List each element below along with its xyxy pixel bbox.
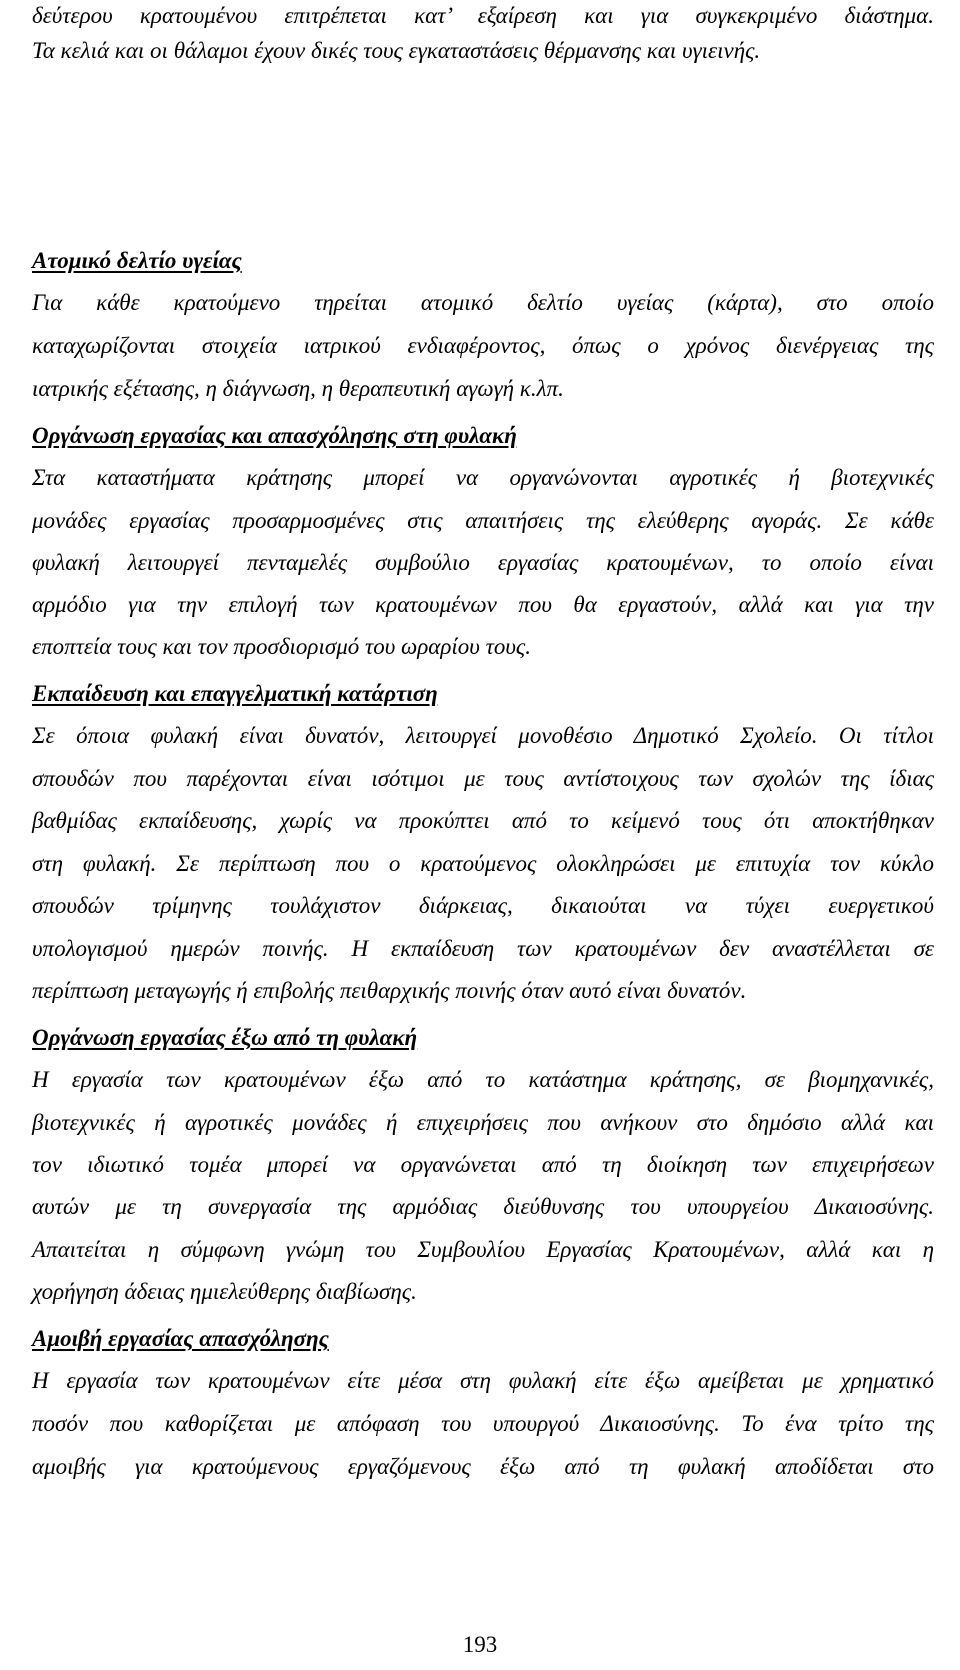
- body-text-line: αυτών με τη συνεργασία της αρμόδιας διεύθυνσης του υπουργείου Δικαιοσύνης.: [32, 1194, 934, 1219]
- body-text-line: σπουδών τρίμηνης τουλάχιστον διάρκειας, δικαιούται να τύχει ευεργετικού: [32, 893, 934, 918]
- section-heading: Εκπαίδευση και επαγγελματική κατάρτιση: [32, 681, 438, 706]
- body-text-line: Απαιτείται η σύμφωνη γνώμη του Συμβουλίου Εργασίας Κρατουμένων, αλλά και η: [32, 1237, 934, 1262]
- body-text-line: Σε όποια φυλακή είναι δυνατόν, λειτουργεί μονοθέσιο Δημοτικό Σχολείο. Οι τίτλοι: [32, 723, 934, 748]
- body-text-line: βιοτεχνικές ή αγροτικές μονάδες ή επιχειρήσεις που ανήκουν στο δημόσιο αλλά και: [32, 1110, 934, 1135]
- body-text-line: υπολογισμού ημερών ποινής. Η εκπαίδευση των κρατουμένων δεν αναστέλλεται σε: [32, 936, 934, 961]
- body-text-line: δεύτερου κρατουμένου επιτρέπεται κατ’ εξαίρεση και για συγκεκριμένο διάστημα.: [32, 3, 934, 28]
- body-text-line: βαθμίδας εκπαίδευσης, χωρίς να προκύπτει από το κείμενό τους ότι αποκτήθηκαν: [32, 808, 934, 833]
- body-text-line: εποπτεία τους και τον προσδιορισμό του ωραρίου τους.: [32, 634, 531, 659]
- body-text-line: τον ιδιωτικό τομέα μπορεί να οργανώνεται από τη διοίκηση των επιχειρήσεων: [32, 1152, 934, 1177]
- page-number: 193: [462, 1632, 498, 1657]
- section-heading: Οργάνωση εργασίας έξω από τη φυλακή: [32, 1025, 418, 1050]
- body-text-line: ποσόν που καθορίζεται με απόφαση του υπουργού Δικαιοσύνης. Το ένα τρίτο της: [32, 1411, 934, 1436]
- body-text-line: φυλακή λειτουργεί πενταμελές συμβούλιο εργασίας κρατουμένων, το οποίο είναι: [32, 550, 934, 575]
- body-text-line: ιατρικής εξέτασης, η διάγνωση, η θεραπευτική αγωγή κ.λπ.: [32, 376, 564, 401]
- body-text-line: αμοιβής για κρατούμενους εργαζόμενους έξω από τη φυλακή αποδίδεται στο: [32, 1454, 934, 1479]
- body-text-line: Η εργασία των κρατουμένων είτε μέσα στη φυλακή είτε έξω αμείβεται με χρηματικό: [32, 1368, 934, 1393]
- body-text-line: Στα καταστήματα κράτησης μπορεί να οργανώνονται αγροτικές ή βιοτεχνικές: [32, 465, 934, 490]
- body-text-line: Η εργασία των κρατουμένων έξω από το κατάστημα κράτησης, σε βιομηχανικές,: [32, 1067, 934, 1092]
- section-heading: Αμοιβή εργασίας απασχόλησης: [32, 1326, 329, 1351]
- section-heading: Ατομικό δελτίο υγείας: [32, 248, 242, 273]
- body-text-line: καταχωρίζονται στοιχεία ιατρικού ενδιαφέροντος, όπως ο χρόνος διενέργειας της: [32, 333, 934, 358]
- body-text-line: χορήγηση άδειας ημιελεύθερης διαβίωσης.: [32, 1279, 417, 1304]
- body-text-line: αρμόδιο για την επιλογή των κρατουμένων που θα εργαστούν, αλλά και για την: [32, 592, 934, 617]
- body-text-line: Για κάθε κρατούμενο τηρείται ατομικό δελτίο υγείας (κάρτα), στο οποίο: [32, 290, 934, 315]
- body-text-line: στη φυλακή. Σε περίπτωση που ο κρατούμενος ολοκληρώσει με επιτυχία τον κύκλο: [32, 851, 934, 876]
- body-text-line: περίπτωση μεταγωγής ή επιβολής πειθαρχικής ποινής όταν αυτό είναι δυνατόν.: [32, 978, 747, 1003]
- body-text-line: μονάδες εργασίας προσαρμοσμένες στις απαιτήσεις της ελεύθερης αγοράς. Σε κάθε: [32, 508, 934, 533]
- section-heading: Οργάνωση εργασίας και απασχόλησης στη φυλακή: [32, 423, 517, 448]
- body-text-line: Τα κελιά και οι θάλαμοι έχουν δικές τους εγκαταστάσεις θέρμανσης και υγιεινής.: [32, 38, 761, 63]
- body-text-line: σπουδών που παρέχονται είναι ισότιμοι με τους αντίστοιχους των σχολών της ίδιας: [32, 766, 934, 791]
